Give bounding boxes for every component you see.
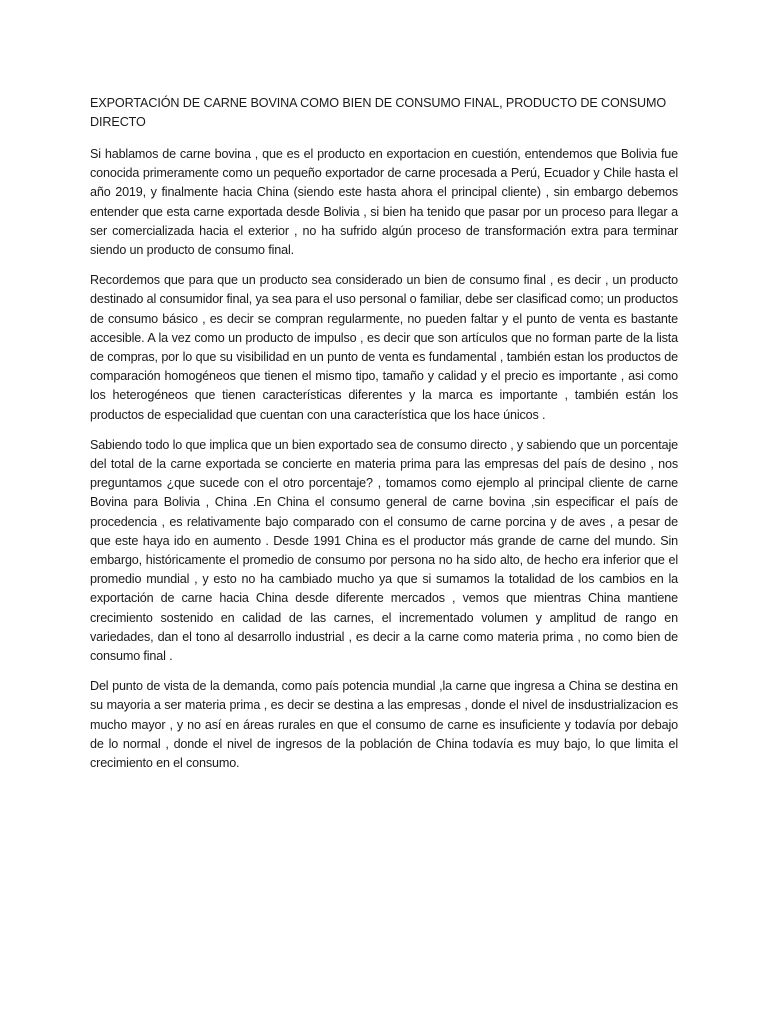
document-title: EXPORTACIÓN DE CARNE BOVINA COMO BIEN DE CONSUMO FINAL, PRODUCTO DE CONSUMO DIRECTO xyxy=(90,96,667,129)
paragraph-china-consumption: Sabiendo todo lo que implica que un bien exportado sea de consumo directo , y sabiendo que un porcentaje del total de la carne exportada se concierte en materia prima para las empresas del país de desino , nos preguntamos ¿que sucede con el otro porcentaje? , tomamos como ejemplo al principal cliente de carne Bovina para Bolivia , China .En China el consumo general de carne bovina ,sin especificar el país de procedencia , es relativamente bajo comparado con el consumo de carne porcina y de aves , a pesar de que este haya ido en aumento . Desde 1991 China es el productor más grande de carne del mundo. Sin embargo, históricamente el promedio de consumo por persona no ha sido alto, de hecho era inferior que el promedio mundial , y esto no ha cambiado mucho ya que si sumamos la totalidad de los cambios en la exportación de carne hacia China desde diferente mercados , vemos que mientras China mantiene crecimiento sostenido en calidad de las carnes, el incrementado volumen y amplitud de rango en variedades, dan el tono al desarrollo industrial , es decir a la carne como materia prima , no como bien de consumo final . xyxy=(90,437,678,664)
paragraph-intro: Si hablamos de carne bovina , que es el producto en exportacion en cuestión, entendemos que Bolivia fue conocida primeramente como un pequeño exportador de carne procesada a Perú, Ecuador y Chile hasta el año 2019, y finalmente hacia China (siendo este hasta ahora el principal cliente) , sin embargo debemos entender que esta carne exportada desde Bolivia , si bien ha tenido que pasar por un proceso para llegar a ser comercializada hacia el exterior , no ha sufrido algún proceso de transformación extra para terminar siendo un producto de consumo final. xyxy=(90,147,678,258)
paragraph-demand: Del punto de vista de la demanda, como país potencia mundial ,la carne que ingresa a China se destina en su mayoria a ser materia prima , es decir se destina a las empresas , donde el nivel de insdustrializacion es mucho mayor , y no así en áreas rurales en que el consumo de carne es insuficiente y todavía por debajo de lo normal , donde el nivel de ingresos de la población de China todavía es muy bajo, lo que limita el crecimiento en el consumo. xyxy=(90,679,678,771)
document-body xyxy=(90,94,678,784)
paragraph-consumer-goods: Recordemos que para que un producto sea considerado un bien de consumo final , es decir , un producto destinado al consumidor final, ya sea para el uso personal o familiar, debe ser clasificad como; un productos de consumo básico , es decir se compran regularmente, no pueden faltar y el punto de venta es bastante accesible. A la vez como un producto de impulso , es decir que son artículos que no forman parte de la lista de compras, por lo que su visibilidad en un punto de venta es fundamental , también estan los productos de comparación homogéneos que tienen el mismo tipo, tamaño y calidad y el precio es importante , asi como los heterogéneos que tienen características diferentes y la marca es importante , también están los productos de especialidad que cuentan con una característica que los hace únicos . xyxy=(90,273,678,422)
